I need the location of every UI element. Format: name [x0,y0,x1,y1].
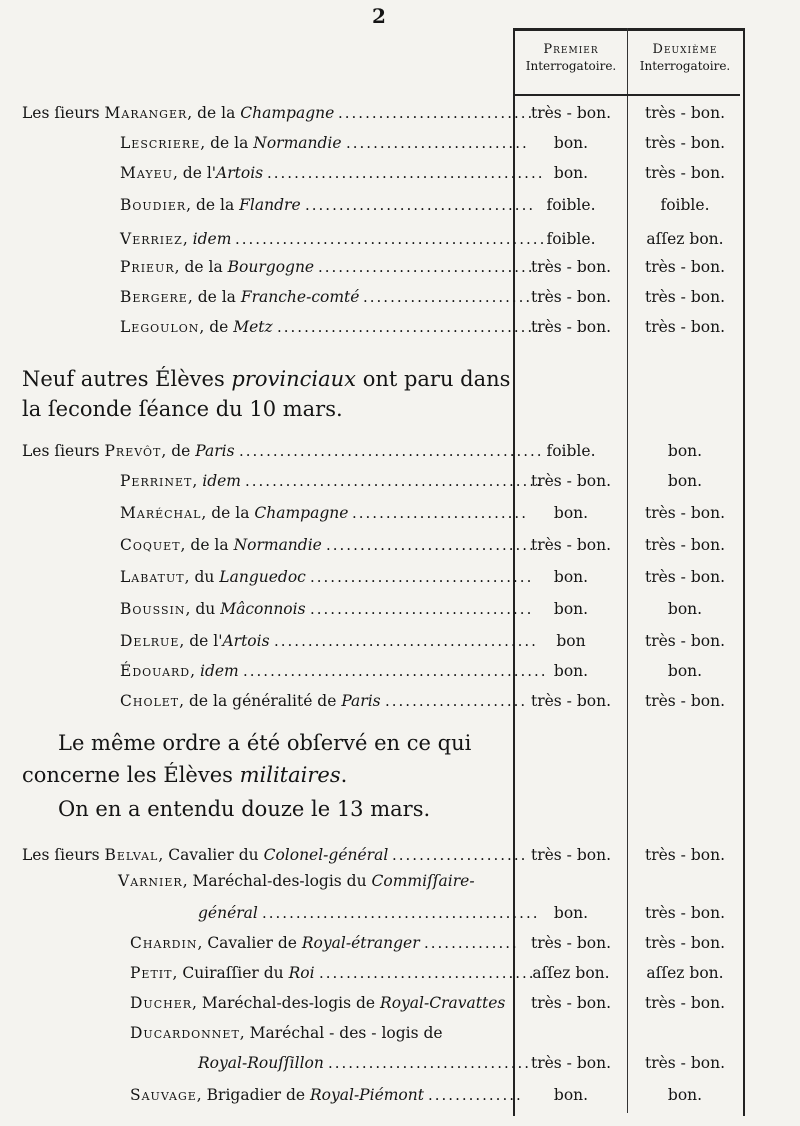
row-prefix: Les ſieurs [22,104,100,122]
student-row [0,312,800,342]
student-origin-text: , du [184,568,220,586]
student-row [0,686,800,716]
student-origin-text: , de l' [179,632,223,650]
student-origin-place: Royal-Cravattes [380,994,506,1012]
student-label [130,958,315,988]
student-origin-place: Champagne [240,104,335,122]
student-row [0,656,800,686]
dot-leader: ............................................ [245,472,543,490]
student-row [0,958,800,988]
student-origin-place: Paris [195,442,235,460]
student-name: Verriez [120,230,183,248]
student-origin-place: Champagne [254,504,349,522]
student-label [130,1018,443,1048]
student-name: Ducardonnet [130,1024,240,1042]
student-name: Boudier [120,196,187,214]
student-origin-text: , de [161,442,196,460]
grade-deuxieme: très - bon. [644,288,726,306]
student-label [130,928,420,958]
grade-premier: très - bon. [530,288,612,306]
student-name: Prevôt [104,442,162,460]
student-origin-place: Roi [288,964,315,982]
student-origin-text: , Brigadier de [196,1086,310,1104]
student-label [120,282,359,312]
student-origin-place: idem [200,662,239,680]
dot-leader: ....................................... [274,632,538,650]
student-row [0,988,800,1018]
student-name: Delrue [120,632,180,650]
grade-premier: aſſez bon. [532,964,610,982]
student-origin-place: idem [192,230,232,248]
student-origin-text: , Cuiraſſier du [172,964,289,982]
student-origin-text: , de l' [172,164,217,182]
dot-leader: .................... [392,846,528,864]
student-origin-text: , de la généralité de [179,692,342,710]
dot-leader: ..................... [385,692,528,710]
student-name: Ducher [130,994,193,1012]
dot-leader: ................................. [310,600,534,618]
grade-deuxieme: très - bon. [644,934,726,952]
grade-deuxieme: aſſez bon. [646,230,724,248]
grade-deuxieme: bon. [667,600,703,618]
student-origin-place: Normandie [233,536,322,554]
student-label [120,656,239,686]
grade-premier: bon. [553,1086,589,1104]
grade-premier: très - bon. [530,1054,612,1072]
student-name: Legoulon [120,318,200,336]
student-origin-place: Royal-Rouſſillon [198,1054,324,1072]
student-label [198,898,258,928]
dot-leader: ............................................. [239,442,544,460]
student-label [198,1048,324,1078]
grade-premier: foible. [546,442,596,460]
student-label [120,562,306,592]
student-row [0,898,800,928]
student-row [0,498,800,528]
header-deuxieme: Deuxième Interrogatoire. [639,42,731,73]
student-name: Sauvage [130,1086,197,1104]
student-label [130,1080,424,1110]
grade-premier: très - bon. [530,934,612,952]
student-row [0,128,800,158]
grade-deuxieme: très - bon. [644,134,726,152]
grade-deuxieme: foible. [660,196,710,214]
grade-premier: très - bon. [530,104,612,122]
grade-premier: très - bon. [530,258,612,276]
student-row [0,466,800,496]
student-origin-place: Commiſſaire- [371,872,475,890]
student-name: Perrinet [120,472,193,490]
grade-deuxieme: très - bon. [644,568,726,586]
grade-premier: bon. [553,164,589,182]
student-row [0,190,800,220]
dot-leader: .................................. [305,196,536,214]
grade-premier: bon. [553,568,589,586]
student-origin-text: , du [185,600,221,618]
grade-premier: bon. [553,600,589,618]
student-origin-text: , Maréchal-des-logis de [192,994,381,1012]
student-name: Cholet [120,692,180,710]
student-row [0,866,800,896]
grade-deuxieme: très - bon. [644,846,726,864]
student-row [0,1048,800,1078]
student-label [120,190,301,220]
student-label [120,252,314,282]
student-row [0,98,800,128]
student-label [120,224,231,254]
student-origin-text: , Maréchal-des-logis du [182,872,372,890]
student-origin-place: Normandie [253,134,342,152]
student-name: Édouard [120,662,191,680]
dot-leader: ............................................. [243,662,548,680]
row-prefix: Les ſieurs [22,846,100,864]
grade-deuxieme: bon. [667,472,703,490]
grade-deuxieme: bon. [667,1086,703,1104]
grade-deuxieme: très - bon. [644,692,726,710]
paragraph-provinciaux-line2: la ſeconde ſéance du 10 mars. [22,397,343,421]
student-label [120,128,342,158]
dot-leader: ............................. [338,104,535,122]
student-origin-text: , de la [187,104,241,122]
paragraph-provinciaux: Neuf autres Élèves provinciaux ont paru dans [22,367,511,391]
paragraph-militaires-line2: concerne les Élèves militaires. [22,763,348,787]
student-origin-text: , Cavalier de [197,934,302,952]
student-origin-text: , [190,662,200,680]
dot-leader: ........................... [346,134,529,152]
student-origin-text: , Maréchal - des - logis de [239,1024,443,1042]
grade-premier: très - bon. [530,318,612,336]
grade-premier: bon. [553,504,589,522]
student-origin-text: , [182,230,193,248]
student-origin-place: général [198,904,258,922]
grade-deuxieme: très - bon. [644,164,726,182]
paragraph-militaires-line3: On en a entendu douze le 13 mars. [58,797,431,821]
student-origin-place: Royal-Piémont [309,1086,424,1104]
student-label [120,530,322,560]
grade-deuxieme: très - bon. [644,536,726,554]
dot-leader: ......................... [363,288,533,306]
student-row [0,562,800,592]
student-row [0,158,800,188]
student-label [120,594,306,624]
student-row [0,626,800,656]
student-row [0,928,800,958]
grade-premier: bon [556,632,586,650]
student-row [0,224,800,254]
student-origin-text: , de la [174,258,228,276]
student-row [0,252,800,282]
dot-leader: ............................... [326,536,536,554]
student-origin-text: , de la [186,196,240,214]
student-row [0,530,800,560]
student-name: Bergere [120,288,188,306]
dot-leader: .............................................. [235,230,547,248]
student-label [118,866,475,896]
dot-leader: .............................. [328,1054,532,1072]
dot-leader: ................................. [310,568,534,586]
student-origin-place: Bourgogne [227,258,315,276]
grade-deuxieme: bon. [667,662,703,680]
student-label [22,436,235,466]
student-row [0,594,800,624]
grade-deuxieme: très - bon. [644,318,726,336]
grade-premier: très - bon. [530,472,612,490]
grade-deuxieme: très - bon. [644,104,726,122]
paragraph-militaires: Le même ordre a été obſervé en ce qui [58,731,472,755]
student-label [120,498,348,528]
header-rule [515,94,740,96]
student-row [0,436,800,466]
student-origin-text: , de la [187,288,241,306]
dot-leader: ......................................... [262,904,540,922]
student-name: Coquet [120,536,181,554]
dot-leader: .............. [428,1086,523,1104]
student-label [120,626,270,656]
student-origin-place: idem [202,472,241,490]
student-name: Chardin [130,934,198,952]
student-name: Varnier [118,872,183,890]
header-premier: Premier Interrogatoire. [525,42,617,73]
dot-leader: .............. [424,934,519,952]
grade-deuxieme: bon. [667,442,703,460]
student-name: Maranger [104,104,188,122]
grade-deuxieme: très - bon. [644,994,726,1012]
student-origin-place: Mâconnois [220,600,306,618]
student-name: Prieur [120,258,175,276]
grade-deuxieme: très - bon. [644,504,726,522]
student-origin-text: , de la [201,504,255,522]
student-origin-text: , Cavalier du [158,846,264,864]
grade-premier: bon. [553,134,589,152]
student-origin-place: Artois [216,164,264,182]
student-name: Lescriere [120,134,201,152]
row-prefix: Les ſieurs [22,442,100,460]
grade-deuxieme: très - bon. [644,258,726,276]
dot-leader: ......................................... [267,164,545,182]
grade-premier: foible. [546,230,596,248]
student-label [120,312,273,342]
grade-premier: très - bon. [530,994,612,1012]
student-origin-text: , [192,472,203,490]
dot-leader: ................................ [319,964,536,982]
student-row [0,1080,800,1110]
dot-leader: .......................... [352,504,528,522]
student-name: Boussin [120,600,186,618]
student-name: Labatut [120,568,185,586]
student-label [120,466,241,496]
student-origin-place: Flandre [239,196,301,214]
student-origin-text: , de la [200,134,254,152]
dot-leader: ....................................... [277,318,541,336]
grade-deuxieme: très - bon. [644,904,726,922]
grade-deuxieme: aſſez bon. [646,964,724,982]
dot-leader: ................................ [318,258,535,276]
student-row [0,282,800,312]
grade-premier: très - bon. [530,692,612,710]
student-row [0,1018,800,1048]
student-origin-place: Artois [222,632,270,650]
student-origin-place: Royal-étranger [301,934,420,952]
grade-deuxieme: très - bon. [644,1054,726,1072]
student-origin-place: Paris [341,692,381,710]
student-origin-place: Metz [233,318,273,336]
student-origin-place: Languedoc [219,568,306,586]
page-number: 2 [372,4,386,28]
student-name: Belval [104,846,159,864]
grade-premier: bon. [553,662,589,680]
student-label [130,988,505,1018]
student-name: Petit [130,964,173,982]
student-origin-place: Franche-comté [240,288,360,306]
grade-deuxieme: très - bon. [644,632,726,650]
student-origin-text: , de [199,318,234,336]
grade-premier: bon. [553,904,589,922]
student-label [22,98,334,128]
student-origin-place: Colonel-général [263,846,389,864]
student-origin-text: , de la [180,536,234,554]
student-label [120,158,263,188]
grade-premier: foible. [546,196,596,214]
student-name: Maréchal [120,504,202,522]
student-label [120,686,381,716]
grade-premier: très - bon. [530,536,612,554]
grade-premier: très - bon. [530,846,612,864]
student-name: Mayeu [120,164,173,182]
